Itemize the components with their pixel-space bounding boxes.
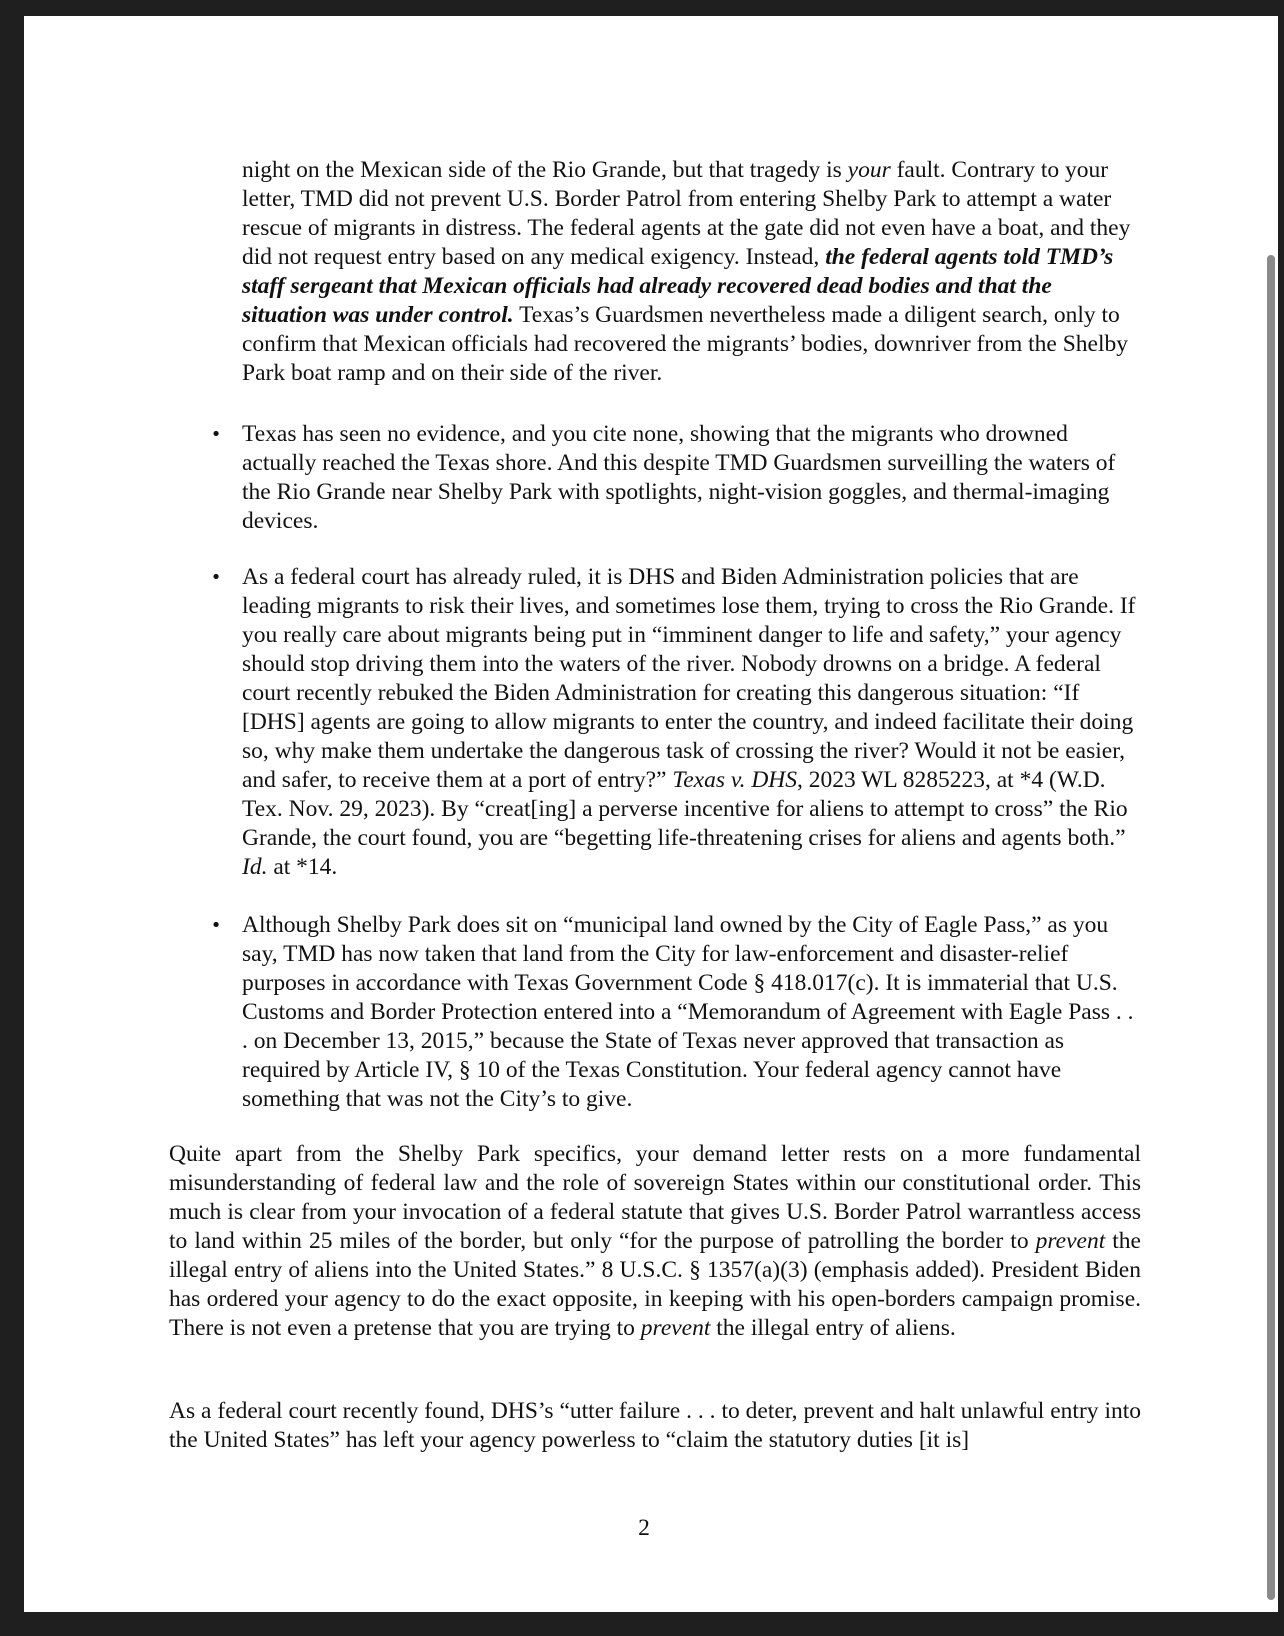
body-paragraph-2: As a federal court recently found, DHS’s “utter failure . . . to deter, prevent and halt unlawful entry into the United States” has left your agency powerless to “claim the statutory duties [it is] bbox=[169, 1398, 1141, 1453]
paragraph-1-part-3: the illegal entry of aliens. bbox=[710, 1315, 956, 1341]
bullet-3-case-citation: Texas v. DHS bbox=[672, 767, 798, 793]
body-paragraph-1 bbox=[169, 1140, 1141, 1343]
bullet-continuation-part-1: night on the Mexican side of the Rio Grande, but that tragedy is bbox=[242, 157, 848, 183]
bullet-4-text: Although Shelby Park does sit on “municipal land owned by the City of Eagle Pass,” as you say, TMD has now taken that land from the City for law-enforcement and disaster-relief purposes in accordance with Texas Government Code § 418.017(c). It is immaterial that U.S. Customs and Border Protection entered into a “Memorandum of Agreement with Eagle Pass . . . on December 13, 2015,” because the State of Texas never approved that transaction as required by Article IV, § 10 of the Texas Constitution. Your federal agency cannot have something that was not the City’s to give. bbox=[242, 912, 1134, 1112]
paragraph-1-emphasis-2: prevent bbox=[640, 1315, 711, 1341]
page-number: 2 bbox=[638, 1515, 650, 1541]
bullet-continuation-part-2: fault. Contrary to your letter, TMD did not prevent U.S. Border Patrol from entering Shelby Park to attempt a water rescue of migrants in distress. The federal agents at the gate did not even have a boat, and they did not request entry based on any medical exigency. Instead, bbox=[242, 157, 1131, 270]
bullet-marker-2: • bbox=[210, 424, 222, 445]
bullet-continuation-emphasis: your bbox=[847, 157, 891, 183]
bullet-3-part-3: at *14. bbox=[267, 854, 338, 880]
bullet-marker-4: • bbox=[210, 915, 222, 936]
bullet-3-part-2: , 2023 WL 8285223, at *4 (W.D. Tex. Nov. 29, 2023). By “creat[ing] a perverse incentive for aliens to attempt to cross” the Rio Grande, the court found, you are “begetting life-threatening crises for aliens and agents both.” bbox=[242, 767, 1128, 851]
bullet-marker-3: • bbox=[210, 567, 222, 588]
bullet-continuation-text bbox=[242, 156, 1142, 388]
bullet-continuation-part-3: Texas’s Guardsmen nevertheless made a diligent search, only to confirm that Mexican officials had recovered the migrants’ bodies, downriver from the Shelby Park boat ramp and on their side of the river. bbox=[242, 302, 1128, 386]
paragraph-1-part-1: Quite apart from the Shelby Park specifics, your demand letter rests on a more fundamental misunderstanding of federal law and the role of sovereign States within our constitutional order. This much is clear from your invocation of a federal statute that gives U.S. Border Patrol warrantless access to land within 25 miles of the border, but only “for the purpose of patrolling the border to bbox=[169, 1141, 1141, 1254]
bullet-3-id-citation: Id. bbox=[242, 854, 268, 880]
bullet-continuation-bold-emphasis: the federal agents told TMD’s staff sergeant that Mexican officials had already recovered dead bodies and that the situation was under control. bbox=[242, 244, 1114, 328]
paragraph-1-part-2: the illegal entry of aliens into the United States.” 8 U.S.C. § 1357(a)(3) (emphasis added). President Biden has ordered your agency to do the exact opposite, in keeping with his open-borders campaign promise. There is not even a pretense that you are trying to bbox=[169, 1228, 1141, 1341]
bullet-3-part-1: As a federal court has already ruled, it is DHS and Biden Administration policies that are leading migrants to risk their lives, and sometimes lose them, trying to cross the Rio Grande. If you really care about migrants being put in “imminent danger to life and safety,” your agency should stop driving them into the waters of the river. Nobody drowns on a bridge. A federal court recently rebuked the Biden Administration for creating this dangerous situation: “If [DHS] agents are going to allow migrants to enter the country, and indeed facilitate their doing so, why make them undertake the dangerous task of crossing the river? Would it not be easier, and safer, to receive them at a port of entry?” bbox=[242, 564, 1136, 793]
bullet-2-text: Texas has seen no evidence, and you cite none, showing that the migrants who drowned actually reached the Texas shore. And this despite TMD Guardsmen surveilling the waters of the Rio Grande near Shelby Park with spotlights, night-vision goggles, and thermal-imaging devices. bbox=[242, 421, 1116, 534]
paragraph-1-emphasis-1: prevent bbox=[1035, 1228, 1106, 1254]
bullet-3-text bbox=[242, 563, 1142, 882]
scrollbar-thumb[interactable] bbox=[1267, 255, 1275, 1600]
document-page bbox=[24, 16, 1264, 1612]
